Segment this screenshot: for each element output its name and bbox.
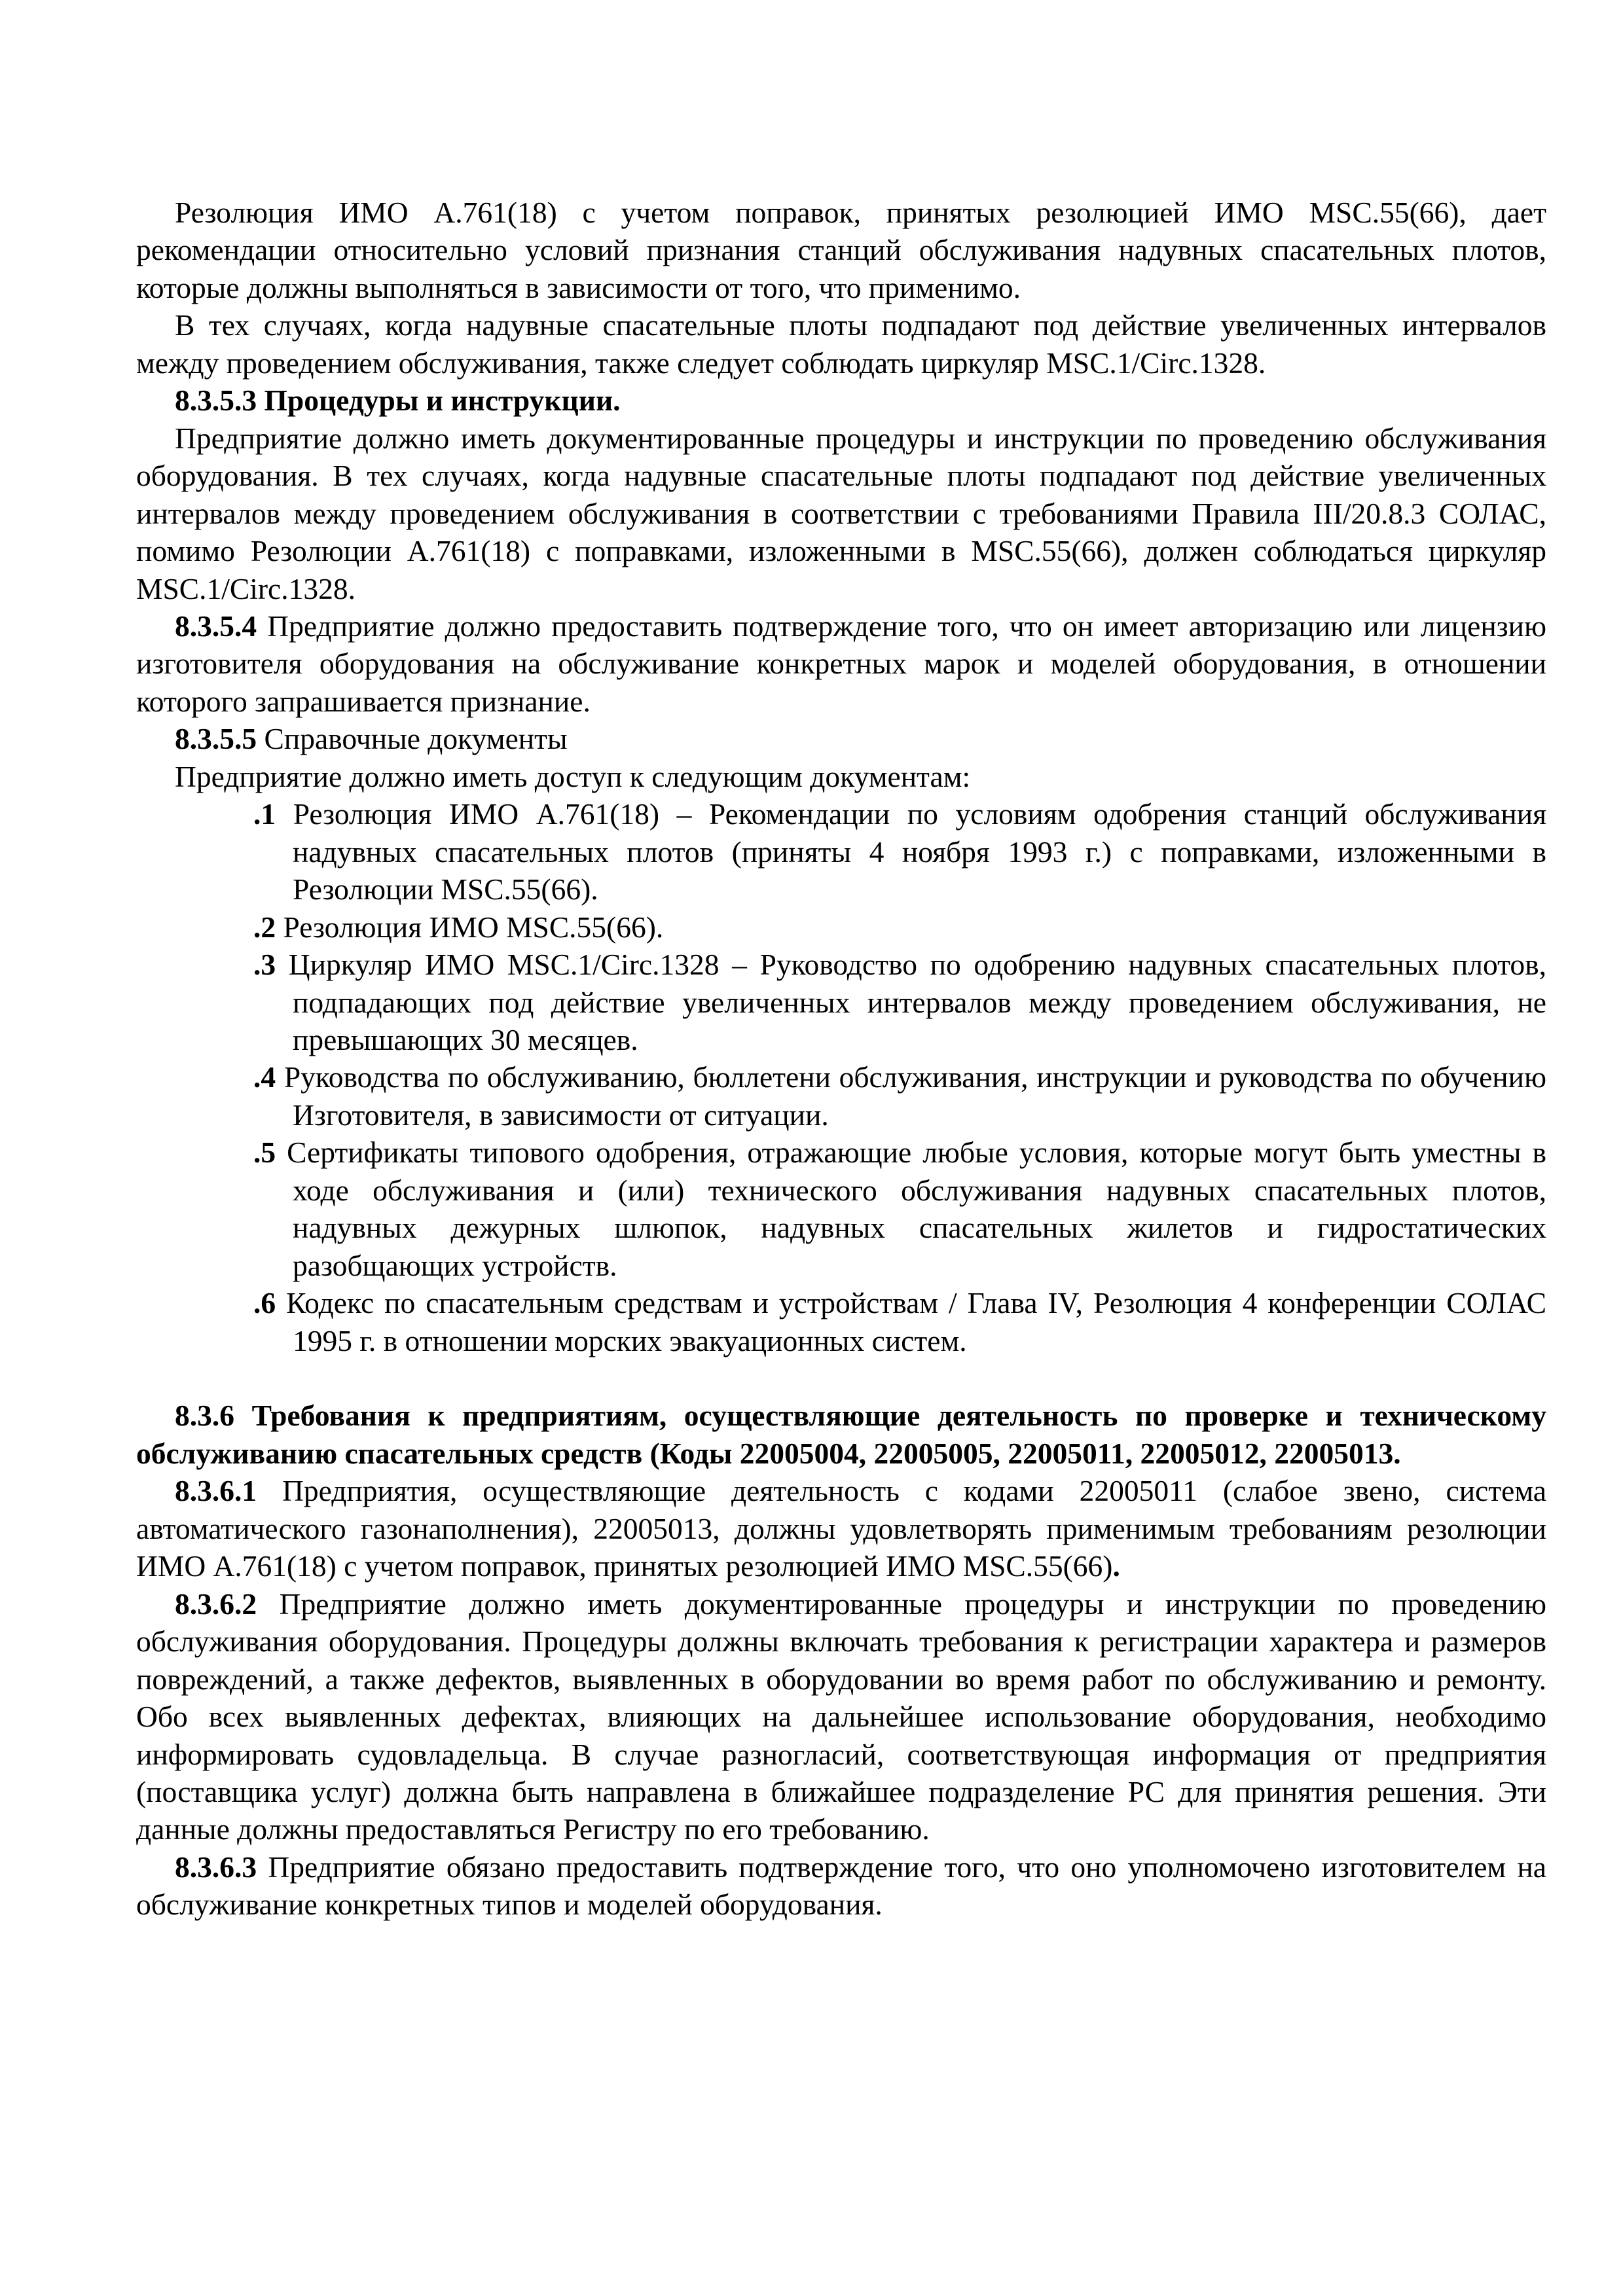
- document-page: [136, 194, 1546, 1924]
- section-8-3-5-3-heading: 8.3.5.3 Процедуры и инструкции.: [175, 384, 621, 418]
- section-title: Справочные документы: [257, 722, 568, 756]
- list-marker: .4: [253, 1060, 276, 1094]
- section-8-3-6-heading: 8.3.6 Требования к предприятиям, осуществляющие деятельность по проверке и техническому обслуживанию спасательных средств (Коды 22005004, 22005005, 22005011, 22005012, 22005013.: [136, 1399, 1546, 1470]
- list-marker: .5: [253, 1136, 276, 1170]
- section-8-3-6-3: [136, 1848, 1546, 1924]
- list-marker: .1: [253, 797, 276, 831]
- section-number: 8.3.5.4: [175, 609, 257, 643]
- list-item-text: Резолюция ИМО А.761(18) – Рекомендации по условиям одобрения станций обслуживания надувных спасательных плотов (приняты 4 ноября 1993 г.) с поправками, изложенными в Резолюции MSC.55(66).: [276, 797, 1546, 906]
- reference-docs-intro: Предприятие должно иметь доступ к следующим документам:: [175, 759, 971, 793]
- section-8-3-5-5-title: [136, 720, 1546, 757]
- section-end-period: .: [1112, 1549, 1120, 1583]
- list-item-text: Резолюция ИМО MSC.55(66).: [276, 910, 664, 944]
- list-item: [253, 1284, 1546, 1359]
- reference-documents-list: [136, 795, 1546, 1359]
- section-text: Предприятие должно иметь документированные процедуры и инструкции по проведению обслуживания оборудования. Процедуры должны включать требования к регистрации характера и размеров повреждений, а также дефектов, выявленных в оборудовании во время работ по обслуживанию и ремонту. Обо всех выявленных дефектах, влияющих на дальнейшее использование оборудования, необходимо информировать судовладельца. В случае разногласий, соответствующая информация от предприятия (поставщика услуг) должна быть направлена в ближайшее подразделение РС для принятия решения. Эти данные должны предоставляться Регистру по его требованию.: [136, 1587, 1546, 1846]
- list-marker: .2: [253, 910, 276, 944]
- list-item: [253, 1058, 1546, 1134]
- list-item: [253, 908, 1546, 946]
- list-marker: .6: [253, 1286, 276, 1320]
- blank-line: [136, 1359, 1546, 1397]
- paragraph-resolution-a761: Резолюция ИМО А.761(18) с учетом поправок, принятых резолюцией ИМО MSC.55(66), дает рекомендации относительно условий признания станций обслуживания надувных спасательных плотов, которые должны выполняться в зависимости от того, что применимо.: [136, 196, 1546, 304]
- list-item-text: Сертификаты типового одобрения, отражающие любые условия, которые могут быть уместны в ходе обслуживания и (или) технического обслуживания надувных спасательных плотов, надувных дежурных шлюпок, надувных спасательных жилетов и гидростатических разобщающих устройств.: [276, 1136, 1546, 1282]
- section-text: Предприятия, осуществляющие деятельность с кодами 22005011 (слабое звено, система автоматического газонаполнения), 22005013, должны удовлетворять применимым требованиям резолюции ИМО А.761(18) с учетом поправок, принятых резолюцией ИМО MSC.55(66): [136, 1474, 1546, 1583]
- section-number: 8.3.5.5: [175, 722, 257, 756]
- list-item-text: Кодекс по спасательным средствам и устройствам / Глава IV, Резолюция 4 конференции СОЛАС 1995 г. в отношении морских эвакуационных систем.: [276, 1286, 1546, 1357]
- section-number: 8.3.6.3: [175, 1850, 257, 1884]
- paragraph-extended-intervals: В тех случаях, когда надувные спасательные плоты подпадают под действие увеличенных интервалов между проведением обслуживания, также следует соблюдать циркуляр MSC.1/Circ.1328.: [136, 308, 1546, 380]
- list-item: [253, 946, 1546, 1058]
- section-number: 8.3.6.1: [175, 1474, 257, 1508]
- section-8-3-5-3-body: Предприятие должно иметь документированные процедуры и инструкции по проведению обслуживания оборудования. В тех случаях, когда надувные спасательные плоты подпадают под действие увеличенных интервалов между проведением обслуживания в соответствии с требованиями Правила III/20.8.3 СОЛАС, помимо Резолюции А.761(18) с поправками, изложенными в MSC.55(66), должен соблюдаться циркуляр MSC.1/Circ.1328.: [136, 421, 1546, 605]
- section-text: Предприятие должно предоставить подтверждение того, что он имеет авторизацию или лицензию изготовителя оборудования на обслуживание конкретных марок и моделей оборудования, в отношении которого запрашивается признание.: [136, 609, 1546, 718]
- list-item: [253, 1134, 1546, 1284]
- section-8-3-6-1: [136, 1472, 1546, 1585]
- list-item: [253, 795, 1546, 908]
- list-marker: .3: [253, 948, 276, 982]
- section-8-3-5-4: [136, 607, 1546, 720]
- section-8-3-6-2: [136, 1585, 1546, 1848]
- section-text: Предприятие обязано предоставить подтверждение того, что оно уполномочено изготовителем на обслуживание конкретных типов и моделей оборудования.: [136, 1850, 1546, 1922]
- list-item-text: Циркуляр ИМО MSC.1/Circ.1328 – Руководство по одобрению надувных спасательных плотов, подпадающих под действие увеличенных интервалов между проведением обслуживания, не превышающих 30 месяцев.: [276, 948, 1546, 1056]
- section-number: 8.3.6.2: [175, 1587, 257, 1621]
- list-item-text: Руководства по обслуживанию, бюллетени обслуживания, инструкции и руководства по обучению Изготовителя, в зависимости от ситуации.: [276, 1060, 1546, 1132]
